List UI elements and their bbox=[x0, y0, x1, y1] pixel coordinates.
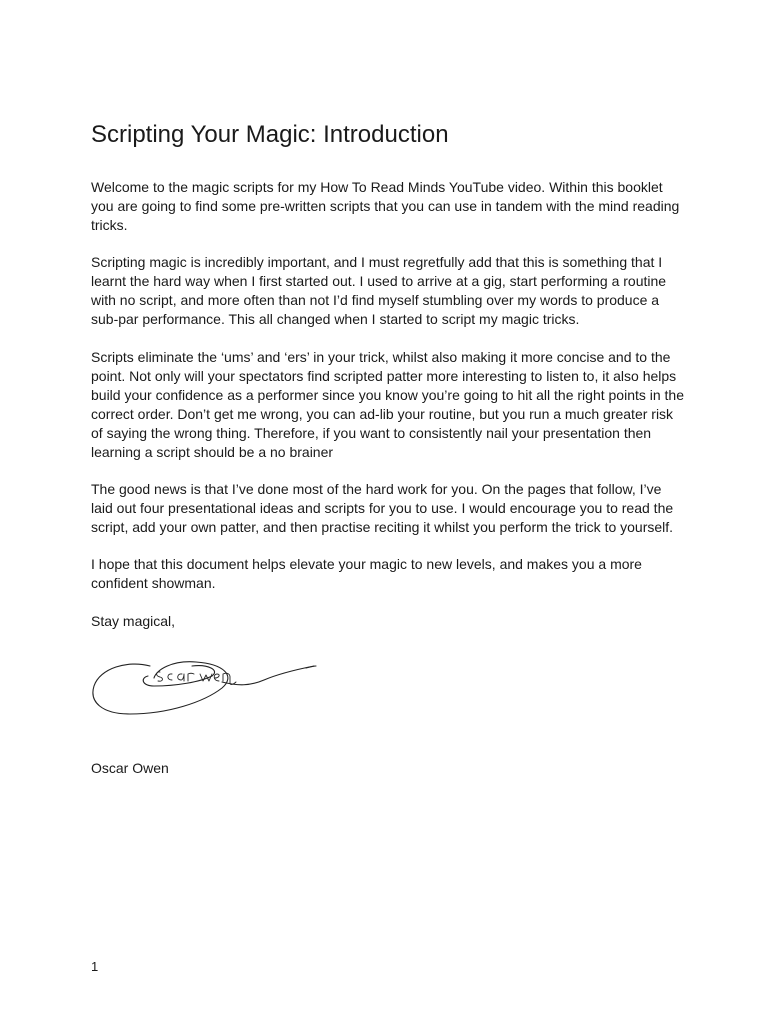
intro-paragraph: Welcome to the magic scripts for my How To Read Minds YouTube video. Within this booklet you are going to find some pre-written scripts that you can use in tandem with the mind reading tricks. bbox=[91, 179, 680, 233]
closing-hope-paragraph: I hope that this document helps elevate your magic to new levels, and makes you a more confident showman. bbox=[91, 556, 642, 591]
sign-off-text: Stay magical, bbox=[91, 613, 176, 629]
scripts-benefits-paragraph: Scripts eliminate the ‘ums’ and ‘ers’ in your trick, whilst also making it more concise and to the point. Not only will your spectators find scripted patter more interesting to listen to, it also helps build your confidence as a performer since you know you’re going to hit all the right points in the correct order. Don’t get me wrong, you can ad-lib your routine, but you run a much greater risk of saying the wrong thing. Therefore, if you want to consistently nail your presentation then learning a script should be a no brainer bbox=[91, 349, 685, 460]
scripting-importance-paragraph: Scripting magic is incredibly important, and I must regretfully add that this is something that I learnt the hard way when I first started out. I used to arrive at a gig, start performing a routine with no script, and more often than not I’d find myself stumbling over my words to produce a sub-par performance. This all changed when I started to script my magic tricks. bbox=[91, 254, 667, 327]
page-title: Scripting Your Magic: Introduction bbox=[91, 121, 449, 148]
page-number: 1 bbox=[91, 959, 99, 974]
handwritten-signature bbox=[88, 652, 320, 722]
author-name: Oscar Owen bbox=[91, 760, 169, 776]
good-news-paragraph: The good news is that I’ve done most of the hard work for you. On the pages that follow, I’ve laid out four presentational ideas and scripts for you to use. I would encourage you to read the script, add your own patter, and then practise reciting it whilst you perform the trick to yourself. bbox=[91, 481, 674, 535]
